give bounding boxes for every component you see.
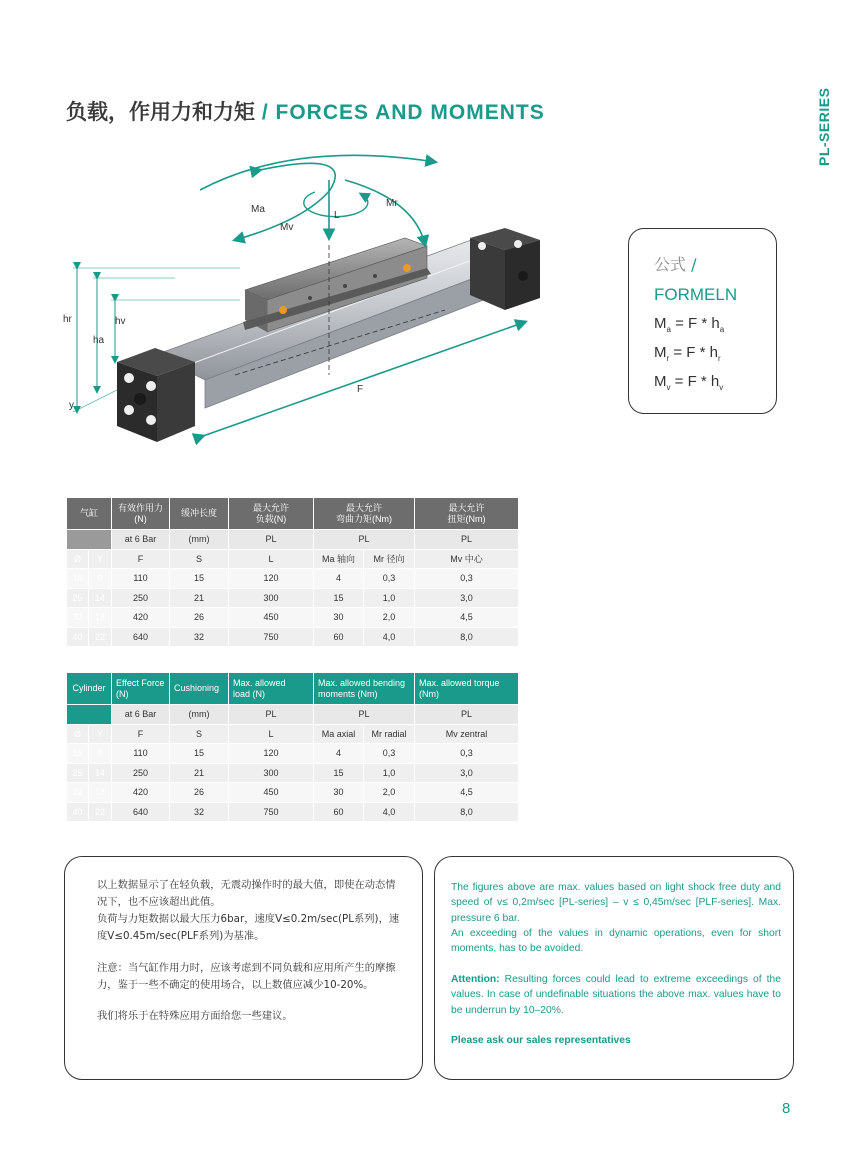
- note-en-p1: The figures above are max. values based on light shock free duty and speed of v≤ 0,2m/sec [PL-series] – v ≤ 0,45m/sec [PLF-series]. Max. pressure 6 bar.: [451, 882, 781, 924]
- table-cell: L: [229, 549, 314, 569]
- formula-label-de: FORMELN: [654, 285, 738, 304]
- mr-arrow-top: [200, 155, 435, 190]
- table-cell: Mv 中心: [415, 549, 519, 569]
- label-ma: Ma: [251, 204, 265, 215]
- label-mv: Mv: [280, 222, 294, 233]
- header-bending: Max. allowed bending moments (Nm): [314, 673, 415, 705]
- header-force: Effect Force (N): [112, 673, 170, 705]
- table-row: 32 18 420 26 450 30 2,0 4,5: [67, 783, 519, 803]
- table-cell: PL: [229, 705, 314, 725]
- table-cell: Mv zentral: [415, 724, 519, 744]
- table-cell: Ø: [67, 724, 89, 744]
- header-cylinder: 气缸: [67, 498, 112, 530]
- title-en: FORCES AND MOMENTS: [275, 101, 545, 124]
- label-l: L: [334, 210, 340, 221]
- label-mr: Mr: [386, 198, 398, 209]
- table-cell: PL: [314, 530, 415, 550]
- table-cell: Mr radial: [364, 724, 415, 744]
- table-row: 32 18 420 26 450 30 2,0 4,5: [67, 608, 519, 628]
- formula-mv: $M_v = F * h_v$: [654, 373, 724, 392]
- right-end-cap: [470, 228, 540, 310]
- table-row: 25 14 250 21 300 15 1,0 3,0: [67, 763, 519, 783]
- note-box-en: [434, 856, 794, 1080]
- label-f: F: [357, 384, 364, 395]
- table-cell: [67, 705, 112, 725]
- table-cell: S: [170, 724, 229, 744]
- note-en-p2: An exceeding of the values in dynamic operations, even for short moments, has to be avoided.: [451, 928, 781, 955]
- formula-mr: $M_r = F * h_r$: [654, 344, 721, 363]
- title-separator: /: [255, 101, 276, 124]
- spec-table-cn: [66, 497, 519, 647]
- table-cell: Mr 径向: [364, 549, 415, 569]
- table-cell: L: [229, 724, 314, 744]
- table-cell: PL: [415, 530, 519, 550]
- left-end-cap: [117, 348, 195, 442]
- header-load: 最大允许 负载(N): [229, 498, 314, 530]
- note-en-p4: Please ask our sales representatives: [451, 1035, 631, 1046]
- table-row: 16 9 110 15 120 4 0,3 0,3: [67, 569, 519, 589]
- table-cell: (mm): [170, 530, 229, 550]
- header-cushion: Cushioning: [170, 673, 229, 705]
- header-cylinder: Cylinder: [67, 673, 112, 705]
- formula-ma: $M_a = F * h_a$: [654, 315, 725, 334]
- table-row: 40 22 640 32 750 60 4,0 8,0: [67, 627, 519, 647]
- label-y: y: [69, 400, 74, 411]
- header-torque: Max. allowed torque (Nm): [415, 673, 519, 705]
- table-cell: Ø: [67, 549, 89, 569]
- cylinder-diagram: [55, 150, 555, 445]
- formula-label-cn: 公式 /: [654, 255, 697, 274]
- note-cn-p2: 负荷与力矩数据以最大压力6bar，速度V≤0.2m/sec(PL系列)，速度V≤0.45m/sec(PLF系列)为基准。: [97, 913, 400, 942]
- note-cn-p3: 注意：当气缸作用力时，应该考虑到不同负载和应用所产生的摩擦力，鉴于一些不确定的使用场合，以上数值应减少10-20%。: [97, 962, 396, 991]
- label-ha: ha: [93, 335, 105, 346]
- header-load: Max. allowed load (N): [229, 673, 314, 705]
- spec-table-en: [66, 672, 519, 822]
- table-cell: PL: [229, 530, 314, 550]
- label-hr: hr: [63, 314, 72, 325]
- formula-box: [628, 228, 777, 414]
- header-force: 有效作用力 (N): [112, 498, 170, 530]
- table-cell: F: [112, 724, 170, 744]
- series-tab: [812, 87, 838, 171]
- table-cell: Ma axial: [314, 724, 364, 744]
- table-cell: F: [112, 549, 170, 569]
- table-cell: PL: [415, 705, 519, 725]
- table-cell: S: [170, 549, 229, 569]
- table-row: 25 14 250 21 300 15 1,0 3,0: [67, 588, 519, 608]
- table-row: 16 9 110 15 120 4 0,3 0,3: [67, 744, 519, 764]
- table-cell: PL: [314, 705, 415, 725]
- header-cushion: 缓冲长度: [170, 498, 229, 530]
- note-cn-p4: 我们将乐于在特殊应用方面给您一些建议。: [97, 1010, 293, 1022]
- note-box-cn: [64, 856, 423, 1080]
- table-cell: at 6 Bar: [112, 705, 170, 725]
- table-cell: Y: [89, 724, 112, 744]
- page-number: 8: [782, 1100, 791, 1117]
- table-cell: Y: [89, 549, 112, 569]
- header-bending: 最大允许 弯曲力矩(Nm): [314, 498, 415, 530]
- page-title: [66, 96, 545, 126]
- note-en-p3: Attention: Resulting forces could lead to extreme exceedings of the values. In case of undefinable situations the above max. values have to be underrun by 10–20%.: [451, 974, 781, 1016]
- table-row: 40 22 640 32 750 60 4,0 8,0: [67, 802, 519, 822]
- series-tab-label: PL-SERIES: [816, 87, 832, 166]
- title-cn: 负载，作用力和力矩: [66, 100, 255, 124]
- table-cell: Ma 轴向: [314, 549, 364, 569]
- header-torque: 最大允许 扭矩(Nm): [415, 498, 519, 530]
- table-cell: at 6 Bar: [112, 530, 170, 550]
- note-cn-p1: 以上数据显示了在轻负载，无震动操作时的最大值，即使在动态情况下，也不应该超出此值。: [97, 879, 396, 908]
- table-cell: (mm): [170, 705, 229, 725]
- label-hv: hv: [115, 316, 126, 327]
- table-cell: [67, 530, 112, 550]
